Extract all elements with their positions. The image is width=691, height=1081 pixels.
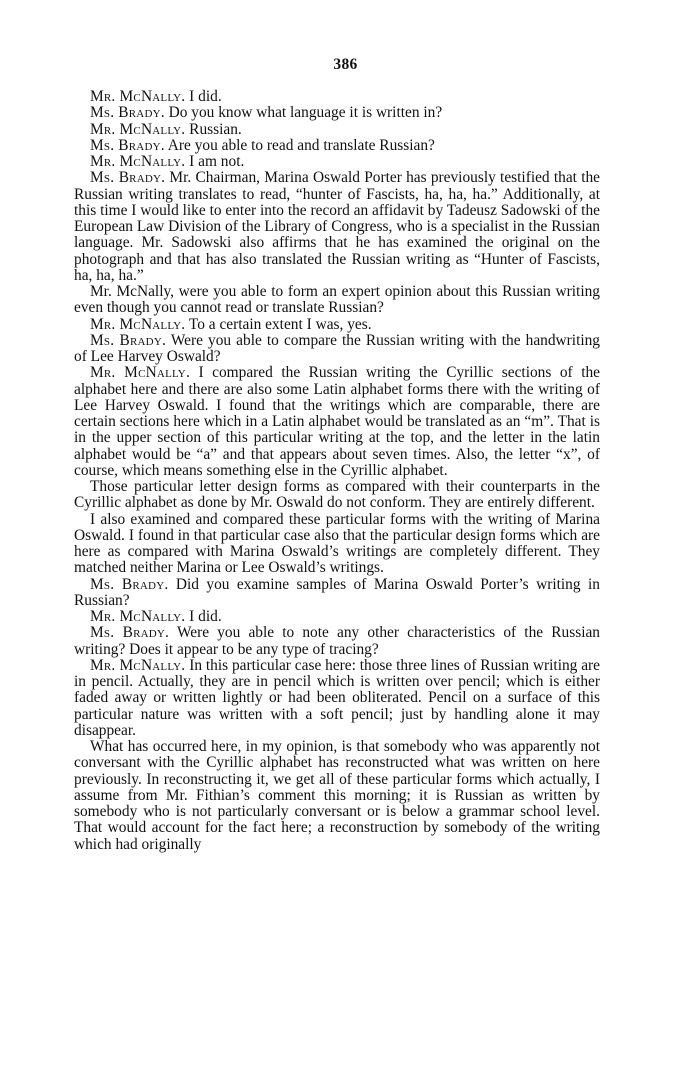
paragraph-text: Those particular letter design forms as compared with their counterparts in the Cyrillic alphabet as done by Mr. Oswald do not conform. They are entirely different. [74,478,600,512]
speaker-name: Mr. McNally. [90,120,186,138]
speaker-name: Ms. Brady. [90,169,166,187]
transcript-paragraph [74,284,600,317]
transcript-paragraph [74,154,600,170]
paragraph-text: Do you know what language it is written in? [164,104,443,122]
speaker-name: Ms. Brady. [90,136,165,154]
paragraph-text: Mr. McNally, were you able to form an expert opinion about this Russian writing even though you cannot read or translate Russian? [74,283,600,317]
transcript-paragraph [74,658,600,739]
transcript-paragraph [74,609,600,625]
page-number: 386 [333,56,358,73]
transcript-paragraph [74,333,600,366]
paragraph-text: I compared the Russian writing the Cyrillic sections of the alphabet here and there are also some Latin alphabet forms there with the writing of Lee Harvey Oswald. I found that the writings which are comparable, there are certain sections here which in a Latin alphabet would be translated as an “m”. That is in the upper section of this particular writing at the top, and the letter in the latin alphabet would be “a” and that appears about seven times. Also, the letter “x”, of course, which means something else in the Cyrillic alphabet. [74,364,601,479]
transcript-paragraph [74,317,600,333]
transcript-paragraph [74,739,600,853]
speaker-name: Ms. Brady. [90,624,170,642]
transcript-paragraph [74,625,600,658]
speaker-name: Mr. McNally. [90,608,186,625]
transcript-paragraph [74,122,600,138]
speaker-name: Ms. Brady. [90,104,165,122]
paragraph-text: To a certain extent I was, yes. [185,315,372,333]
paragraph-text: In this particular case here: those three lines of Russian writing are in pencil. Actually, they are in pencil which is written over pencil; which is either faded away or written lightly or had been obliterated. Pencil on a surface of this particular nature was written with a soft pencil; just by handling alone it may disappear. [74,656,600,739]
transcript-paragraph [74,89,600,105]
paragraph-text: Did you examine samples of Marina Oswald Porter’s writing in Russian? [74,575,600,609]
transcript-paragraph [74,138,600,154]
paragraph-text: What has occurred here, in my opinion, is that somebody who was apparently not conversant with the Cyrillic alphabet has reconstructed what was written on here previously. In reconstructing it, we get all of these particular forms which actually, I assume from Mr. Fithian’s comment this morning; it is Russian as written by somebody who is not particularly conversant or is below a grammar school level. That would account for the fact here; a reconstruction by somebody of the writing which had originally [74,738,600,853]
transcript-paragraph [74,577,600,610]
speaker-name: Mr. McNally. [90,153,186,170]
speaker-name: Ms. Brady. [90,575,169,593]
paragraph-text: I am not. [185,153,245,170]
transcript-paragraph [74,105,600,121]
paragraph-text: Mr. Chairman, Marina Oswald Porter has previously testified that the Russian writing translates to read, “hunter of Fascists, ha, ha, ha.” Additionally, at this time I would like to enter into the record an affidavit by Tadeusz Sadowski of the European Law Division of the Library of Congress, who is a specialist in the Russian language. Mr. Sadowski also affirms that he has examined the original on the photograph and that has also translated the Russian writing as “Hunter of Fascists, ha, ha, ha.” [74,169,600,284]
transcript-paragraph [74,479,600,512]
paragraph-text: I did. [185,608,222,625]
paragraph-text: Russian. [185,120,242,138]
speaker-name: Mr. McNally. [90,88,186,105]
paragraph-text: I also examined and compared these particular forms with the writing of Marina Oswald. I found in that particular case also that the particular design forms which are here as compared with Marina Oswald’s writings are completely different. They matched neither Marina or Lee Oswald’s writings. [74,510,600,577]
paragraph-text: Were you able to note any other characteristics of the Russian writing? Does it appear to be any type of tracing? [74,624,600,658]
transcript-body [74,89,600,853]
speaker-name: Mr. McNally. [90,315,186,333]
speaker-name: Mr. McNally. [90,364,190,382]
paragraph-text: Are you able to read and translate Russian? [164,136,435,154]
transcript-paragraph [74,170,600,284]
speaker-name: Mr. McNally. [90,656,186,674]
speaker-name: Ms. Brady. [90,331,167,349]
transcript-paragraph [74,512,600,577]
paragraph-text: I did. [185,88,222,105]
transcript-paragraph [74,365,600,479]
paragraph-text: Were you able to compare the Russian writing with the handwriting of Lee Harvey Oswald? [74,331,601,365]
